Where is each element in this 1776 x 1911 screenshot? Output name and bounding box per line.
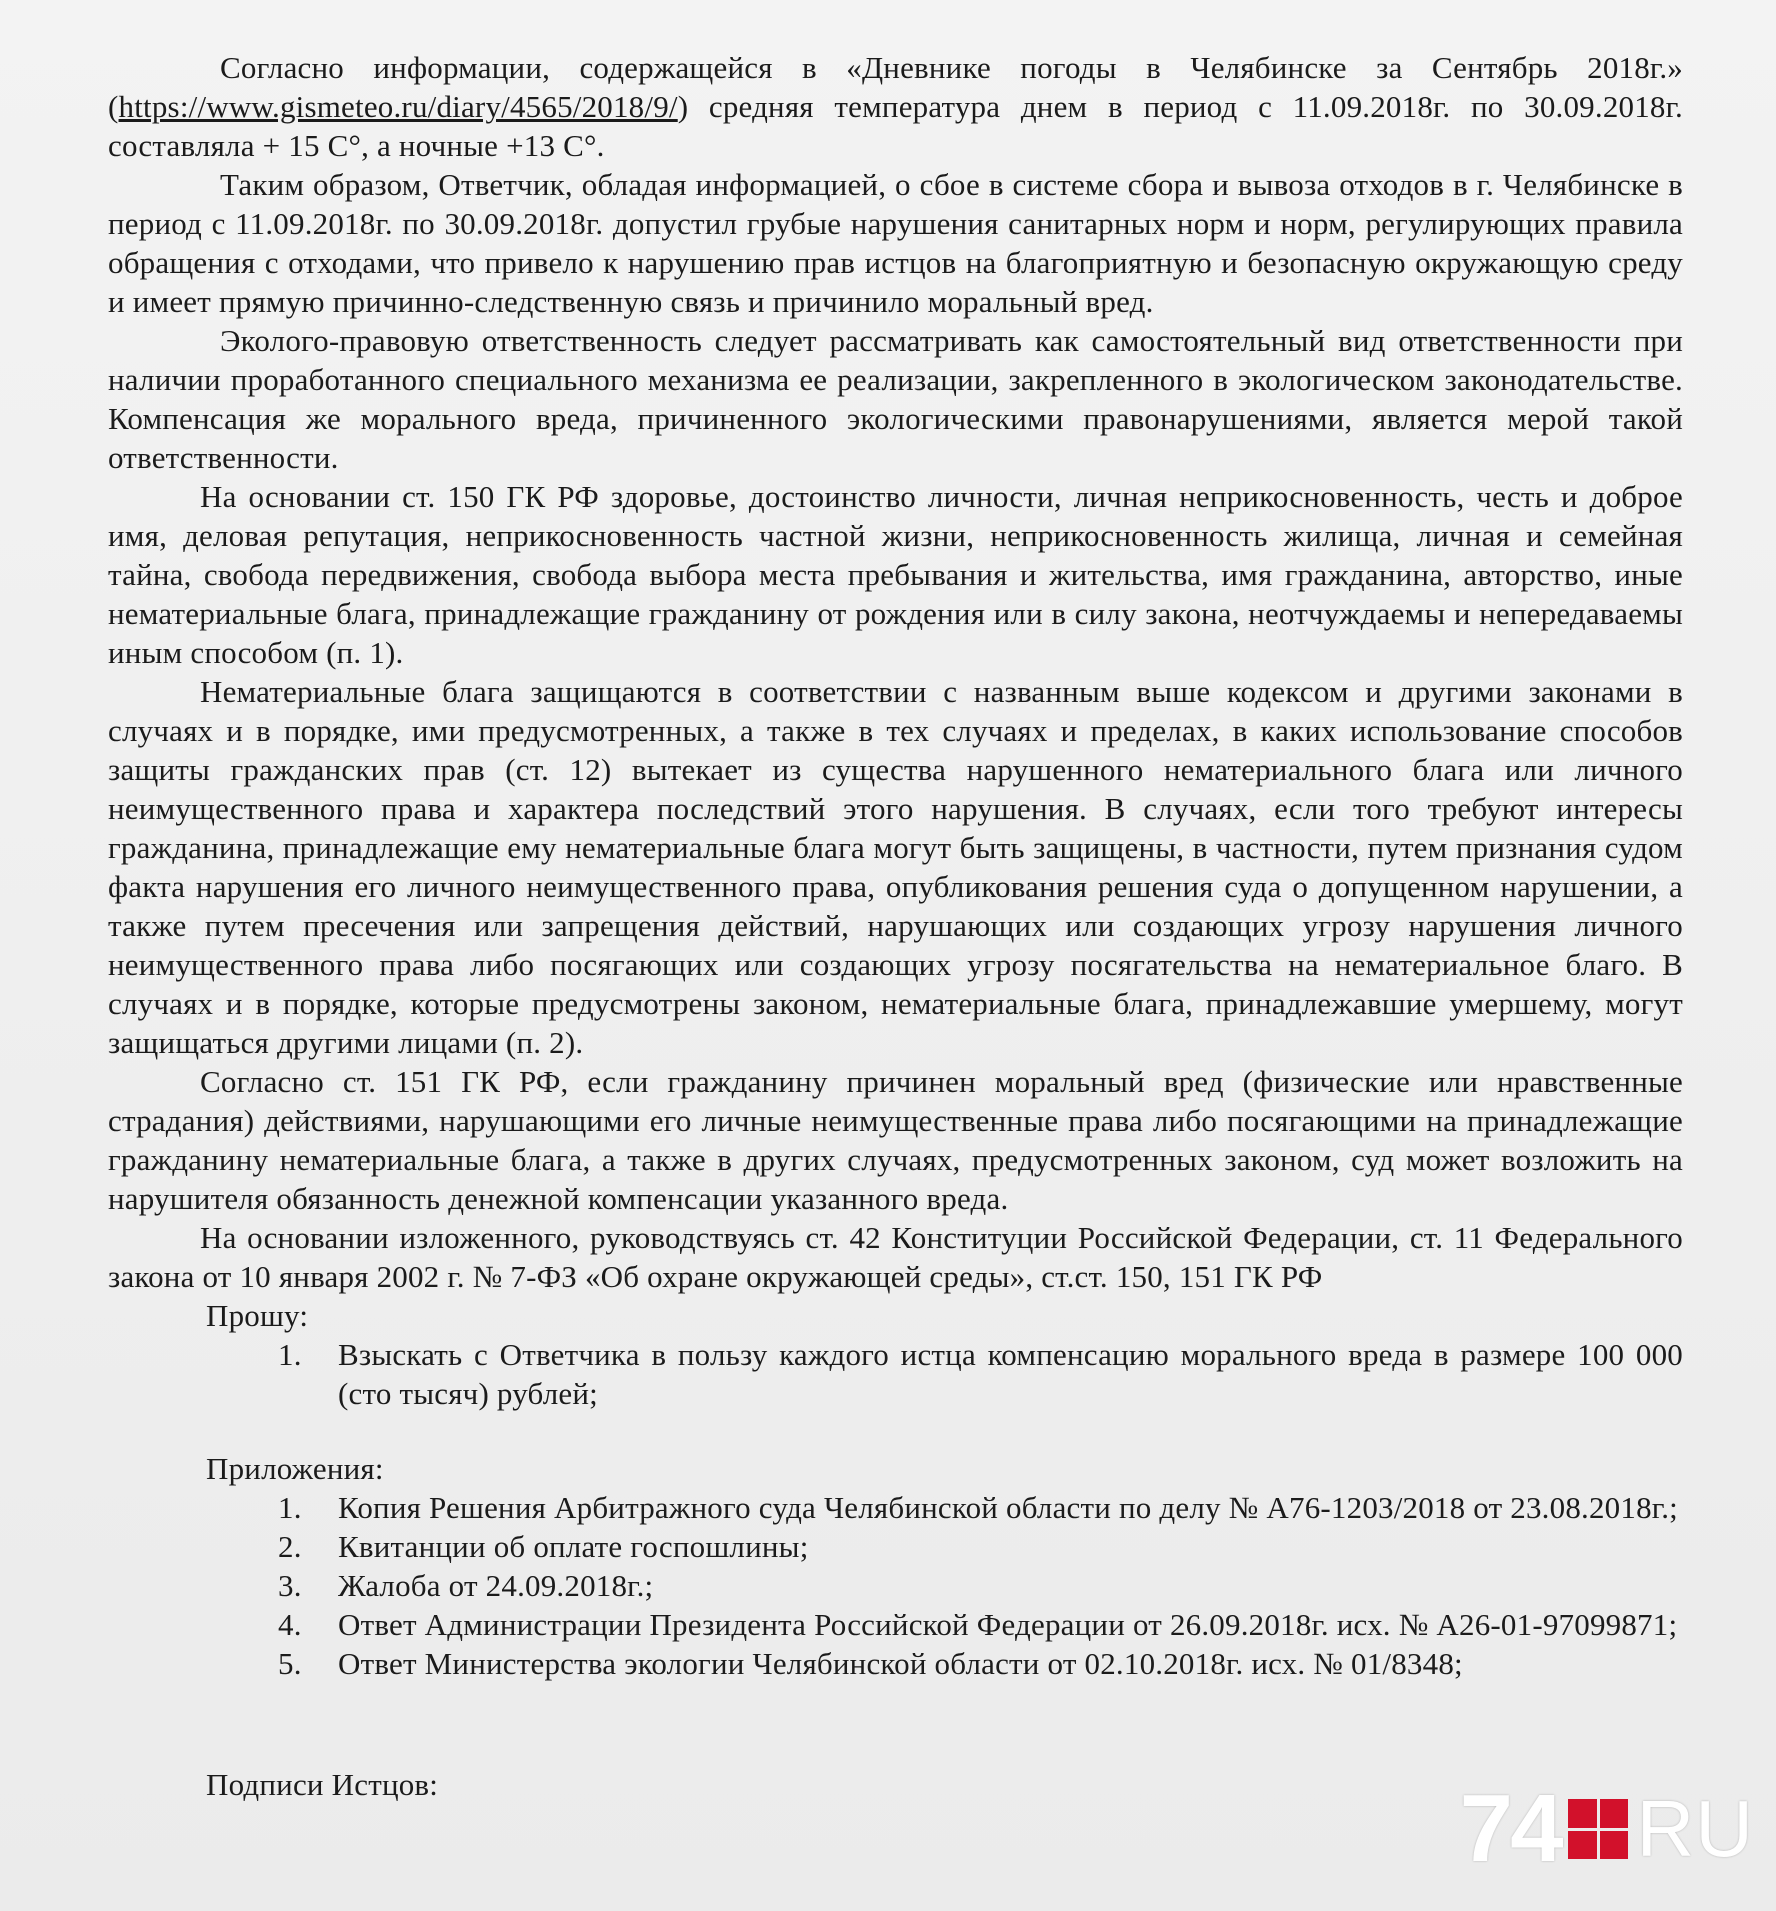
- squares-icon: [1568, 1799, 1628, 1859]
- gismeteo-link[interactable]: https://www.gismeteo.ru/diary/4565/2018/9/: [118, 89, 678, 124]
- watermark-suffix: RU: [1636, 1784, 1754, 1873]
- spacer: [108, 1413, 1683, 1447]
- paragraph-defendant-violations: Таким образом, Ответчик, обладая информацией, о сбое в системе сбора и вывоза отходов в г. Челябинске в период с 11.09.2018г. по 30.09.2018г. допустил грубые нарушения санитарных норм и норм, регулирующих правила обращения с отходами, что привело к нарушению прав истцов на благоприятную и безопасную окружающую среду и имеет прямую причинно-следственную связь и причинило моральный вред.: [108, 167, 1683, 319]
- signatures-label: Подписи Истцов:: [206, 1767, 439, 1802]
- attachment-item: [108, 1527, 1683, 1566]
- attachments-label: Приложения:: [206, 1451, 384, 1486]
- attachment-item: [108, 1566, 1683, 1605]
- attachment-item-number: 1.: [278, 1490, 302, 1525]
- attachment-item: [108, 1488, 1683, 1527]
- request-label: Прошу:: [206, 1298, 309, 1333]
- attachment-item-number: 5.: [278, 1646, 302, 1681]
- document-body: [108, 48, 1683, 1804]
- request-item-number: 1.: [278, 1337, 302, 1372]
- attachments-list: [108, 1488, 1683, 1683]
- request-item: [108, 1335, 1683, 1413]
- attachment-item-number: 3.: [278, 1568, 302, 1603]
- watermark-logo: [1459, 1775, 1754, 1882]
- attachment-item: [108, 1644, 1683, 1683]
- request-item-text: Взыскать с Ответчика в пользу каждого истца компенсацию морального вреда в размере 100 000 (сто тысяч) рублей;: [338, 1337, 1683, 1411]
- request-list: [108, 1335, 1683, 1413]
- paragraph-intangible-benefits: Нематериальные блага защищаются в соответствии с названным выше кодексом и другими законами в случаях и в порядке, ими предусмотренных, а также в тех случаях и пределах, в каких использование способов защиты гражданских прав (ст. 12) вытекает из существа нарушенного нематериального блага или личного неимущественного права и характера последствий этого нарушения. В случаях, если того требуют интересы гражданина, принадлежащие ему нематериальные блага могут быть защищены, в частности, путем признания судом факта нарушения его личного неимущественного права, опубликования решения суда о допущенном нарушении, а также путем пресечения или запрещения действий, нарушающих или создающих угрозу нарушения личного неимущественного права либо посягающих или создающих угрозу посягательства на нематериальное благо. В случаях и в порядке, которые предусмотрены законом, нематериальные блага, принадлежавшие умершему, могут защищаться другими лицами (п. 2).: [108, 674, 1683, 1060]
- paragraph-eco-responsibility: Эколого-правовую ответственность следует рассматривать как самостоятельный вид ответственности при наличии проработанного специального механизма ее реализации, закрепленного в экологическом законодательстве. Компенсация же морального вреда, причиненного экологическими правонарушениями, является мерой такой ответственности.: [108, 323, 1683, 475]
- paragraph-weather-end: ) средняя температура днем в период с 11.09.2018г. по 30.09.2018г. составляла + 15 С°, а ночные +13 С°.: [108, 89, 1683, 163]
- paragraph-legal-basis: На основании изложенного, руководствуясь ст. 42 Конституции Российской Федерации, ст. 11 Федерального закона от 10 января 2002 г. № 7-ФЗ «Об охране окружающей среды», ст.ст. 150, 151 ГК РФ: [108, 1220, 1683, 1294]
- watermark-number: 74: [1459, 1775, 1561, 1882]
- paragraph-article-151: Согласно ст. 151 ГК РФ, если гражданину причинен моральный вред (физические или нравственные страдания) действиями, нарушающими его личные неимущественные права либо посягающими на принадлежащие гражданину нематериальные блага, а также в других случаях, предусмотренных законом, суд может возложить на нарушителя обязанность денежной компенсации указанного вреда.: [108, 1064, 1683, 1216]
- attachment-item-text: Копия Решения Арбитражного суда Челябинской области по делу № А76-1203/2018 от 23.08.2018г.;: [338, 1490, 1678, 1525]
- attachment-item-text: Ответ Министерства экологии Челябинской области от 02.10.2018г. исх. № 01/8348;: [338, 1646, 1463, 1681]
- attachment-item-number: 2.: [278, 1529, 302, 1564]
- attachment-item-text: Квитанции об оплате госпошлины;: [338, 1529, 809, 1564]
- spacer: [108, 1683, 1683, 1765]
- paragraph-weather: [108, 48, 1683, 165]
- paragraph-article-150: На основании ст. 150 ГК РФ здоровье, достоинство личности, личная неприкосновенность, честь и доброе имя, деловая репутация, неприкосновенность частной жизни, неприкосновенность жилища, личная и семейная тайна, свобода передвижения, свобода выбора места пребывания и жительства, имя гражданина, авторство, иные нематериальные блага, принадлежащие гражданину от рождения или в силу закона, неотчуждаемы и непередаваемы иным способом (п. 1).: [108, 479, 1683, 670]
- attachment-item-number: 4.: [278, 1607, 302, 1642]
- attachment-item-text: Ответ Администрации Президента Российской Федерации от 26.09.2018г. исх. № А26-01-97099871;: [338, 1607, 1678, 1642]
- attachment-item: [108, 1605, 1683, 1644]
- attachment-item-text: Жалоба от 24.09.2018г.;: [338, 1568, 654, 1603]
- paragraph-weather-start: Согласно информации, содержащейся в «Дневнике погоды в Челябинске за Сентябрь 2018г.» (: [108, 50, 1683, 124]
